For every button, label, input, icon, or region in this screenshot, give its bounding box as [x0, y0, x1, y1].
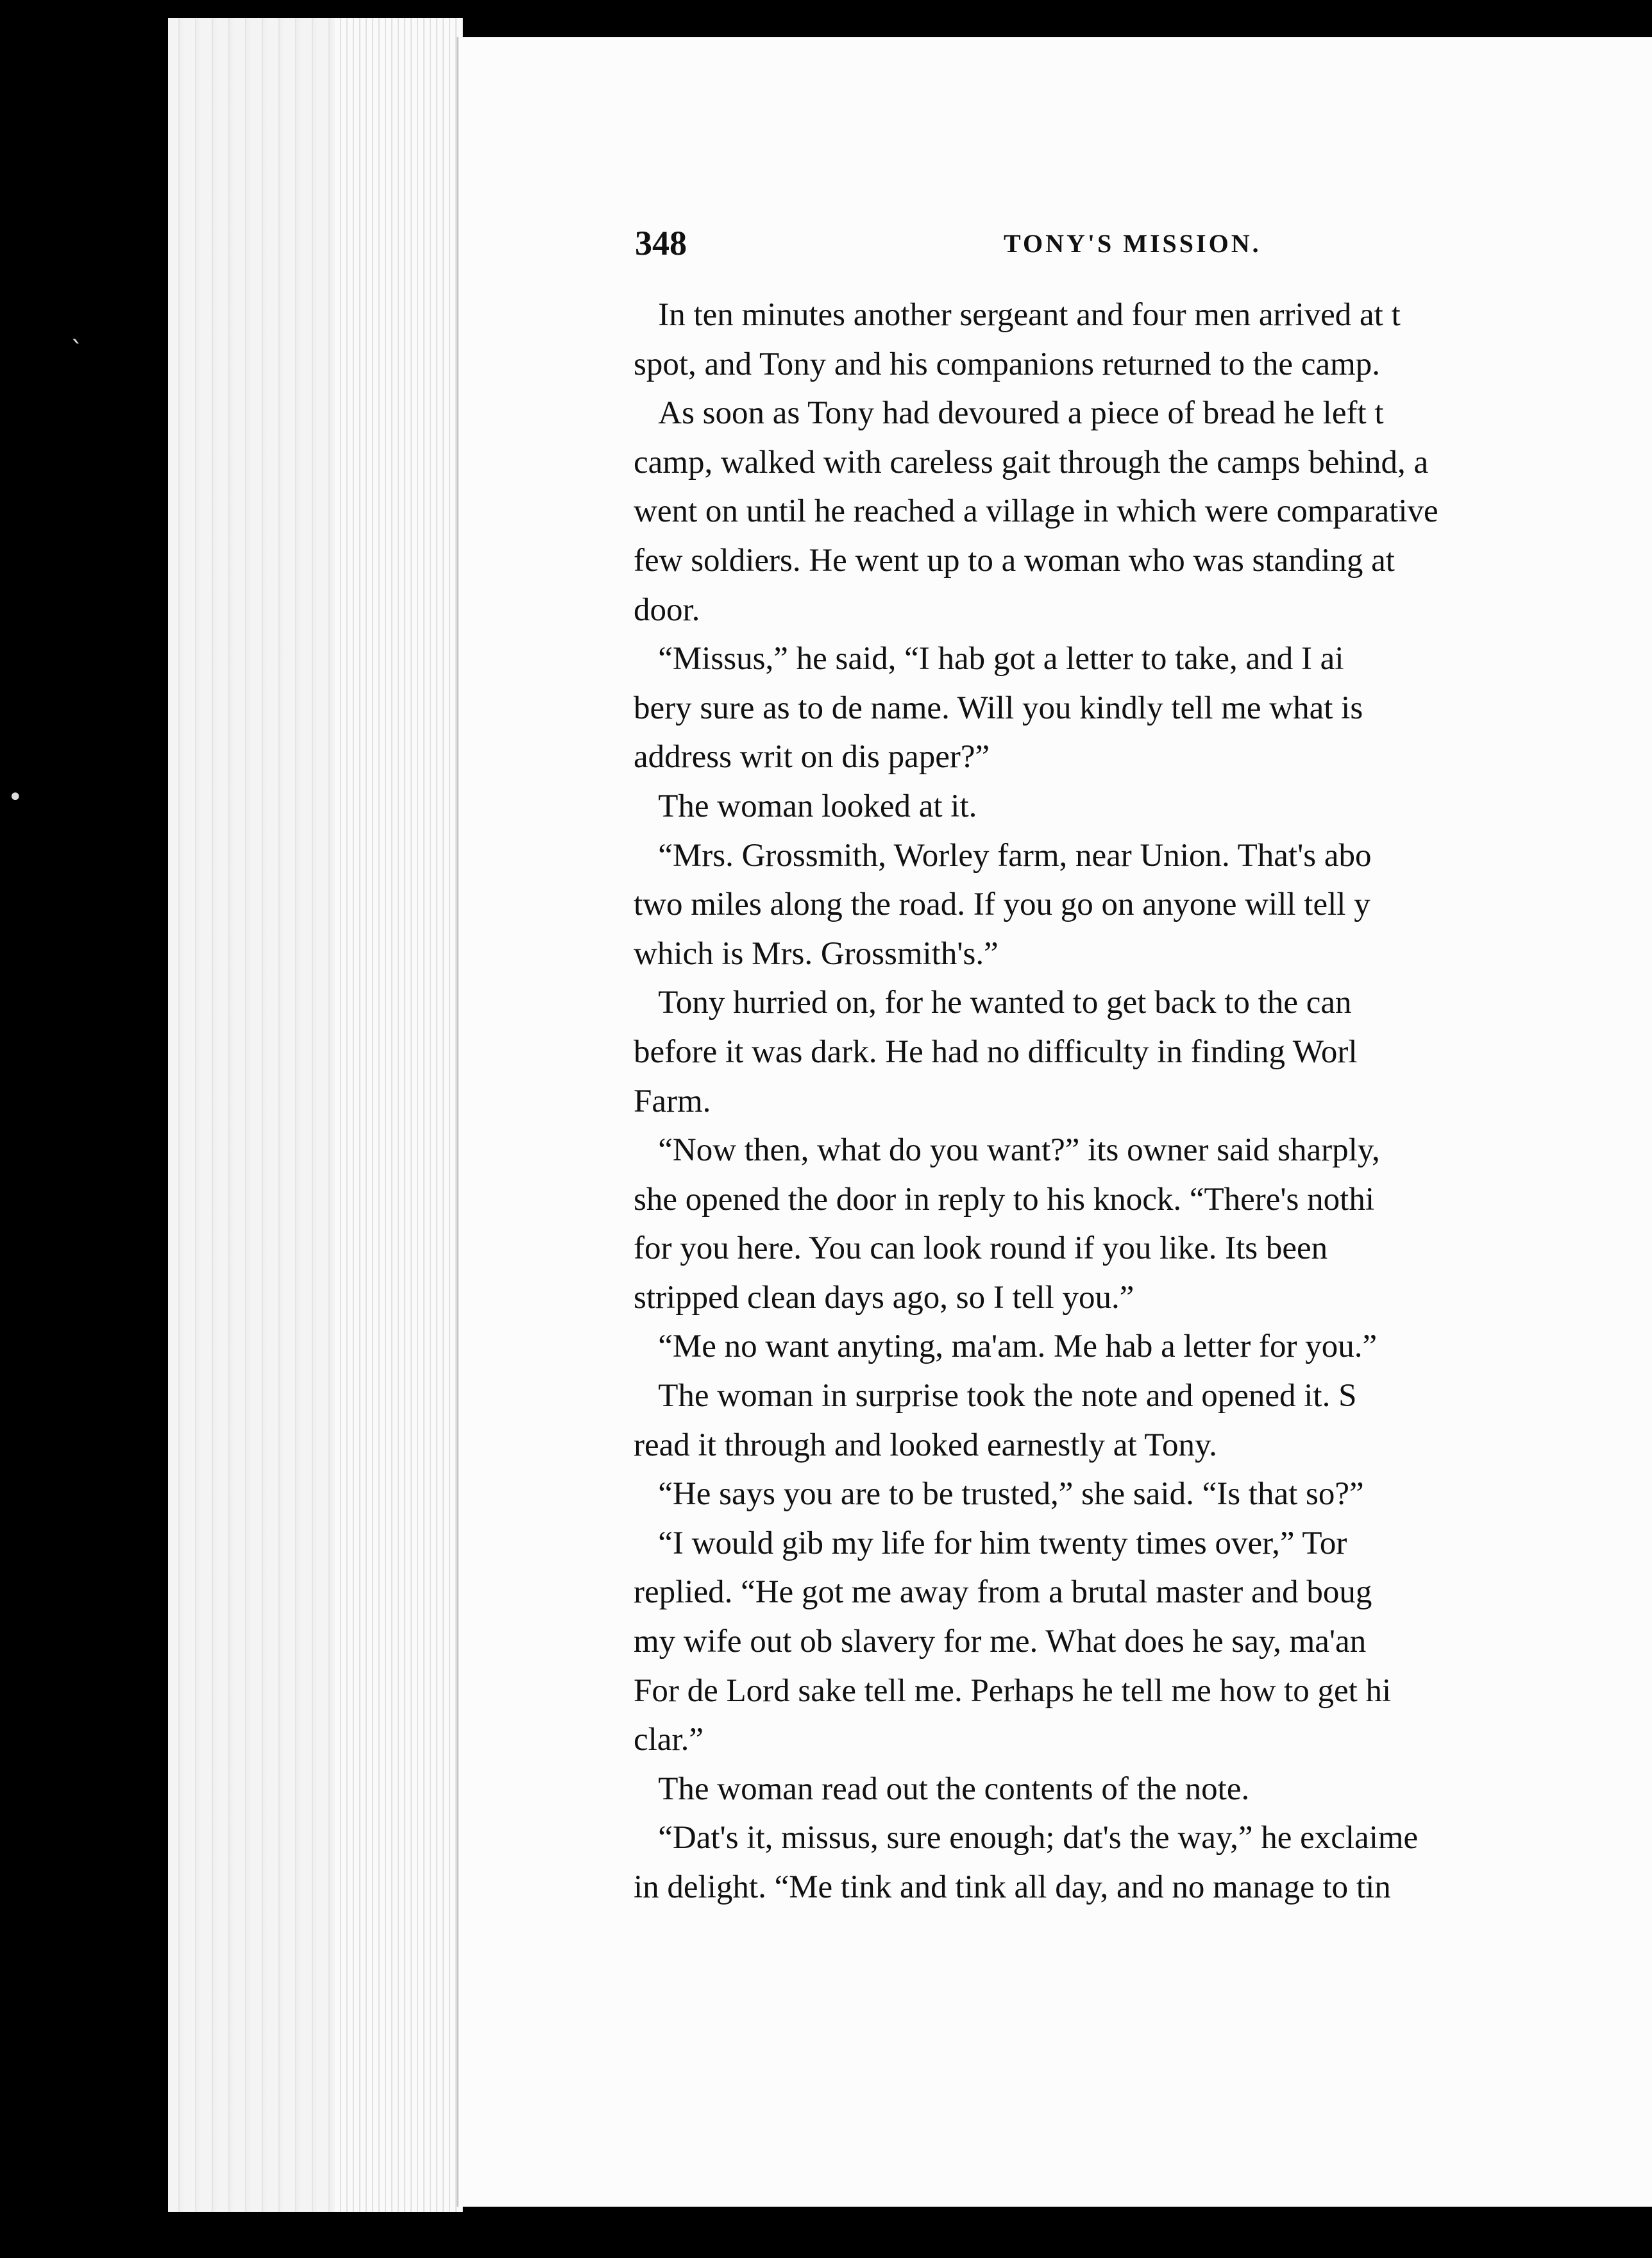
body-text — [634, 291, 1652, 1958]
text-line: “Mrs. Grossmith, Worley farm, near Union. That's abo — [634, 837, 1372, 874]
text-line: few soldiers. He went up to a woman who was standing at — [634, 542, 1395, 579]
text-line: she opened the door in reply to his knock. “There's nothi — [634, 1181, 1374, 1218]
text-line: “He says you are to be trusted,” she said. “Is that so?” — [634, 1476, 1364, 1513]
text-line: my wife out ob slavery for me. What does he say, ma'an — [634, 1624, 1367, 1660]
text-line: went on until he reached a village in which were comparative — [634, 493, 1438, 530]
text-line: bery sure as to de name. Will you kindly tell me what is — [634, 690, 1363, 726]
book-page — [457, 37, 1652, 2207]
running-title: TONY'S MISSION. — [1004, 229, 1261, 258]
text-line: “Me no want anyting, ma'am. Me hab a letter for you.” — [634, 1328, 1378, 1365]
text-line: door. — [634, 591, 700, 628]
scan-speck: ˎ — [71, 314, 83, 344]
page-edges — [168, 18, 463, 2212]
text-line: “Now then, what do you want?” its owner said sharply, — [634, 1132, 1380, 1169]
text-line: As soon as Tony had devoured a piece of bread he left t — [634, 395, 1384, 432]
text-line: “Dat's it, missus, sure enough; dat's the way,” he exclaime — [634, 1820, 1419, 1856]
text-line: read it through and looked earnestly at Tony. — [634, 1427, 1217, 1463]
text-line: two miles along the road. If you go on anyone will tell y — [634, 887, 1370, 923]
running-head — [635, 223, 1652, 275]
text-line: for you here. You can look round if you like. Its been — [634, 1230, 1328, 1267]
text-line: The woman in surprise took the note and opened it. S — [634, 1378, 1357, 1414]
text-line: replied. “He got me away from a brutal master and boug — [634, 1574, 1372, 1611]
text-line: “Missus,” he said, “I hab got a letter to take, and I ai — [634, 641, 1344, 677]
text-line: In ten minutes another sergeant and four men arrived at t — [634, 297, 1401, 333]
text-line: clar.” — [634, 1722, 704, 1758]
text-line: before it was dark. He had no difficulty in finding Worl — [634, 1033, 1358, 1070]
text-line: The woman looked at it. — [634, 788, 977, 824]
text-line: which is Mrs. Grossmith's.” — [634, 935, 999, 972]
text-line: Tony hurried on, for he wanted to get back to the can — [634, 985, 1352, 1021]
text-line: spot, and Tony and his companions returned to the camp. — [634, 346, 1381, 382]
text-line: in delight. “Me tink and tink all day, and no manage to tin — [634, 1869, 1391, 1905]
text-line: The woman read out the contents of the note. — [634, 1770, 1250, 1807]
scan-speck: • — [8, 783, 23, 812]
text-line: Farm. — [634, 1083, 711, 1119]
page-number: 348 — [635, 224, 687, 262]
text-line: camp, walked with careless gait through the camps behind, a — [634, 444, 1429, 480]
text-line: For de Lord sake tell me. Perhaps he tell me how to get hi — [634, 1672, 1392, 1709]
text-line: “I would gib my life for him twenty times over,” Tor — [634, 1525, 1347, 1561]
text-line: address writ on dis paper?” — [634, 739, 990, 776]
text-line: stripped clean days ago, so I tell you.” — [634, 1279, 1134, 1316]
